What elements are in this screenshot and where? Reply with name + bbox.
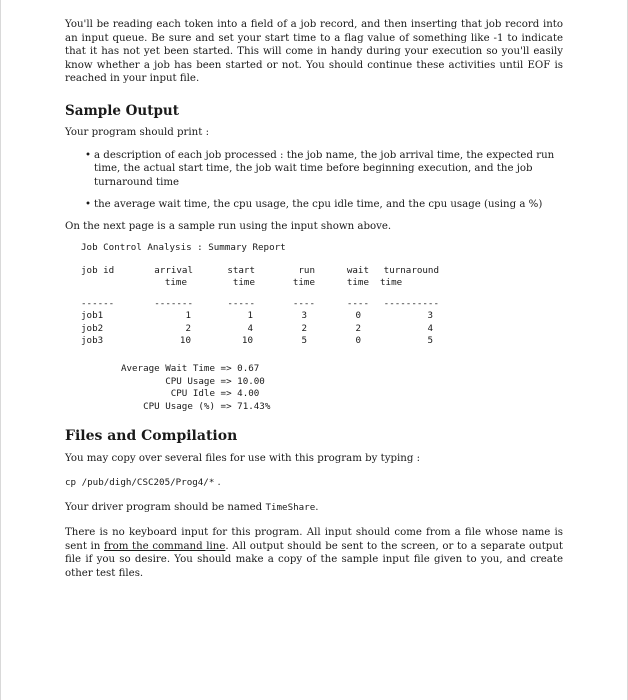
header-cell: time xyxy=(292,277,315,289)
job-id-cell: job1 xyxy=(81,310,104,322)
summary-value: 10.00 xyxy=(237,375,265,387)
summary-label: CPU Usage xyxy=(165,375,215,387)
header-cell: time xyxy=(232,277,255,289)
run-cell: 3 xyxy=(301,310,307,322)
arrival-cell: 2 xyxy=(185,322,191,334)
dash-cell: ----- xyxy=(227,297,255,309)
driver-name: TimeShare xyxy=(265,501,316,513)
bullet-icon: • xyxy=(85,149,92,161)
summary-label: Average Wait Time xyxy=(120,363,215,375)
sample-output-heading: Sample Output xyxy=(65,102,179,119)
driver-note xyxy=(65,501,563,515)
arrival-cell: 10 xyxy=(179,334,191,346)
header-cell: turnaround xyxy=(383,264,439,276)
dash-cell: ---- xyxy=(292,297,315,309)
run-cell: 2 xyxy=(301,322,307,334)
turnaround-cell: 3 xyxy=(427,310,433,322)
wait-cell: 0 xyxy=(355,334,361,346)
header-cell xyxy=(81,277,147,289)
copy-command: cp /pub/digh/CSC205/Prog4/* xyxy=(65,476,215,488)
table-header-row xyxy=(81,277,439,289)
table-row xyxy=(81,335,439,347)
bullet-icon: • xyxy=(85,199,92,211)
copy-command-line xyxy=(65,476,563,489)
header-cell: time xyxy=(380,277,403,289)
summary-line xyxy=(86,376,563,388)
job-id-cell: job3 xyxy=(81,334,104,346)
job-table xyxy=(81,265,439,347)
summary-value: 71.43% xyxy=(237,400,271,412)
summary-line xyxy=(86,363,563,375)
turnaround-cell: 4 xyxy=(427,322,433,334)
summary-arrow: => xyxy=(220,388,232,400)
copy-instructions: You may copy over several files for use with this program by typing : xyxy=(65,453,421,464)
dash-row xyxy=(81,298,439,310)
summary-line xyxy=(86,388,563,400)
table-header-row xyxy=(81,265,439,277)
table-row xyxy=(81,323,439,335)
dash-cell: ---- xyxy=(346,297,369,309)
run-cell: 5 xyxy=(301,334,307,346)
start-cell: 10 xyxy=(241,334,253,346)
dash-cell: ------ xyxy=(81,297,115,309)
job-id-cell: job2 xyxy=(81,322,104,334)
summary-arrow: => xyxy=(220,375,232,387)
summary-report xyxy=(81,242,563,413)
next-page-note: On the next page is a sample run using the input shown above. xyxy=(65,220,392,232)
summary-label: CPU Idle xyxy=(170,388,215,400)
dash-cell: ---------- xyxy=(383,297,439,309)
bullet-item xyxy=(65,149,563,190)
document-content xyxy=(65,18,563,581)
header-cell: arrival xyxy=(154,264,193,276)
summary-arrow: => xyxy=(220,363,232,375)
summary-arrow: => xyxy=(220,400,232,412)
summary-label: CPU Usage (%) xyxy=(143,400,215,412)
dash-cell: ------- xyxy=(154,297,193,309)
input-output-paragraph xyxy=(65,526,563,580)
header-cell: wait xyxy=(346,264,369,276)
sample-output-bullets xyxy=(65,149,563,212)
final-text-2: . All output should be sent to the screen, or to a separate output file if you so desire. You should make a copy of the sample input file given to you, and create other test files. xyxy=(65,540,563,579)
header-cell: time xyxy=(346,277,369,289)
report-summary xyxy=(86,363,563,413)
wait-cell: 0 xyxy=(355,310,361,322)
summary-line xyxy=(86,401,563,413)
start-cell: 1 xyxy=(247,310,253,322)
bullet-item xyxy=(65,198,563,212)
sample-output-lead: Your program should print : xyxy=(65,126,210,138)
table-row xyxy=(81,310,439,322)
summary-value: 0.67 xyxy=(237,363,260,375)
files-heading: Files and Compilation xyxy=(65,428,238,444)
header-cell: start xyxy=(227,264,255,276)
header-cell: job id xyxy=(81,264,115,276)
turnaround-cell: 5 xyxy=(427,334,433,346)
bullet-text: the average wait time, the cpu usage, the cpu idle time, and the cpu usage (using a %) xyxy=(94,199,543,211)
report-title: Job Control Analysis : Summary Report xyxy=(81,241,286,253)
summary-value: 4.00 xyxy=(237,388,260,400)
driver-prefix: Your driver program should be named xyxy=(65,501,266,513)
driver-suffix: . xyxy=(315,501,319,513)
final-text-1: There is no keyboard input for this program. All input should come from a file whose name is sent in xyxy=(65,527,563,552)
header-cell: time xyxy=(164,277,187,289)
command-period: . xyxy=(217,476,221,488)
start-cell: 4 xyxy=(247,322,253,334)
arrival-cell: 1 xyxy=(185,310,191,322)
command-line-link: from the command line xyxy=(103,540,226,552)
bullet-text: a description of each job processed : the job name, the job arrival time, the expected run time, the actual start time, the job wait time before beginning execution, and the job turnaround time xyxy=(94,149,555,188)
header-cell: run xyxy=(298,264,315,276)
wait-cell: 2 xyxy=(355,322,361,334)
intro-paragraph: You'll be reading each token into a field of a job record, and then inserting that job record into an input queue. Be sure and set your start time to a flag value of something like -1 to indicate that it has not yet been started. This will come in handy during your execution so you'll easily know whether a job has been started or not. You should continue these activities until EOF is reached in your input file. xyxy=(65,19,563,85)
